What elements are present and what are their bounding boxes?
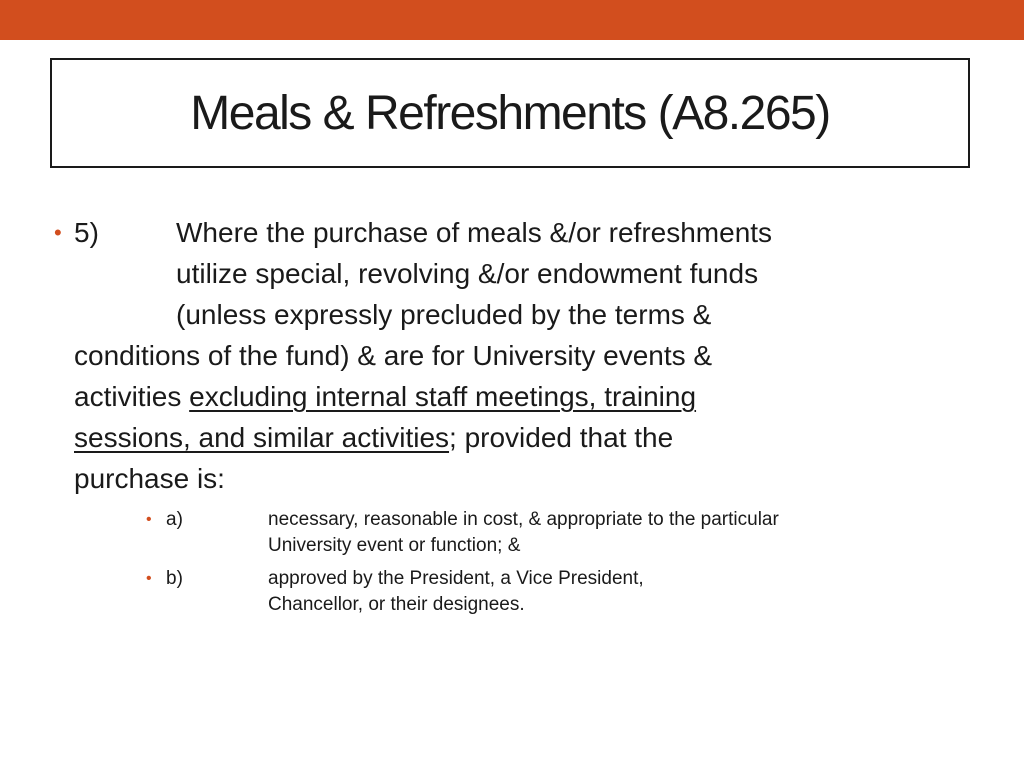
title-box [50, 58, 970, 168]
slide-title: Meals & Refreshments (A8.265) [190, 86, 830, 140]
slide-body [54, 212, 954, 625]
sub-item-label: a) [166, 509, 183, 530]
sub-bullet-list [54, 507, 954, 618]
sub-item-b-line-2: Chancellor, or their designees. [268, 594, 525, 615]
sub-item-a-line-1 [166, 507, 954, 533]
main-item-text-5: activities [74, 381, 190, 412]
sub-bullet-item-a [146, 507, 954, 559]
main-item-line-2: utilize special, revolving &/or endowment funds [176, 258, 759, 289]
bullet-dot-icon: • [146, 511, 152, 528]
sub-item-text: necessary, reasonable in cost, & appropriate to the particular [268, 509, 779, 530]
bullet-dot-icon: • [146, 570, 152, 587]
main-item-line-1 [74, 212, 954, 253]
main-item-text-6: ; provided that the [449, 422, 674, 453]
sub-item-text: approved by the President, a Vice President, [268, 568, 644, 589]
main-item-line-6 [74, 417, 954, 458]
accent-top-bar [0, 0, 1024, 40]
sub-item-label: b) [166, 568, 183, 589]
main-bullet-item [54, 212, 954, 499]
underlined-text-1: excluding internal staff meetings, training [189, 381, 697, 412]
sub-item-a-line-2: University event or function; & [268, 535, 521, 556]
main-item-text-1: Where the purchase of meals &/or refreshments [176, 217, 773, 248]
main-item-line-4: conditions of the fund) & are for University events & [74, 340, 713, 371]
underlined-text-2: sessions, and similar activities [74, 422, 450, 453]
bullet-dot-icon: • [54, 220, 62, 245]
sub-bullet-item-b [146, 566, 954, 618]
main-item-number: 5) [74, 217, 99, 248]
main-item-line-7: purchase is: [74, 463, 225, 494]
sub-item-b-line-1 [166, 566, 954, 592]
main-item-line-3: (unless expressly precluded by the terms & [176, 299, 712, 330]
main-item-line-5 [74, 376, 954, 417]
